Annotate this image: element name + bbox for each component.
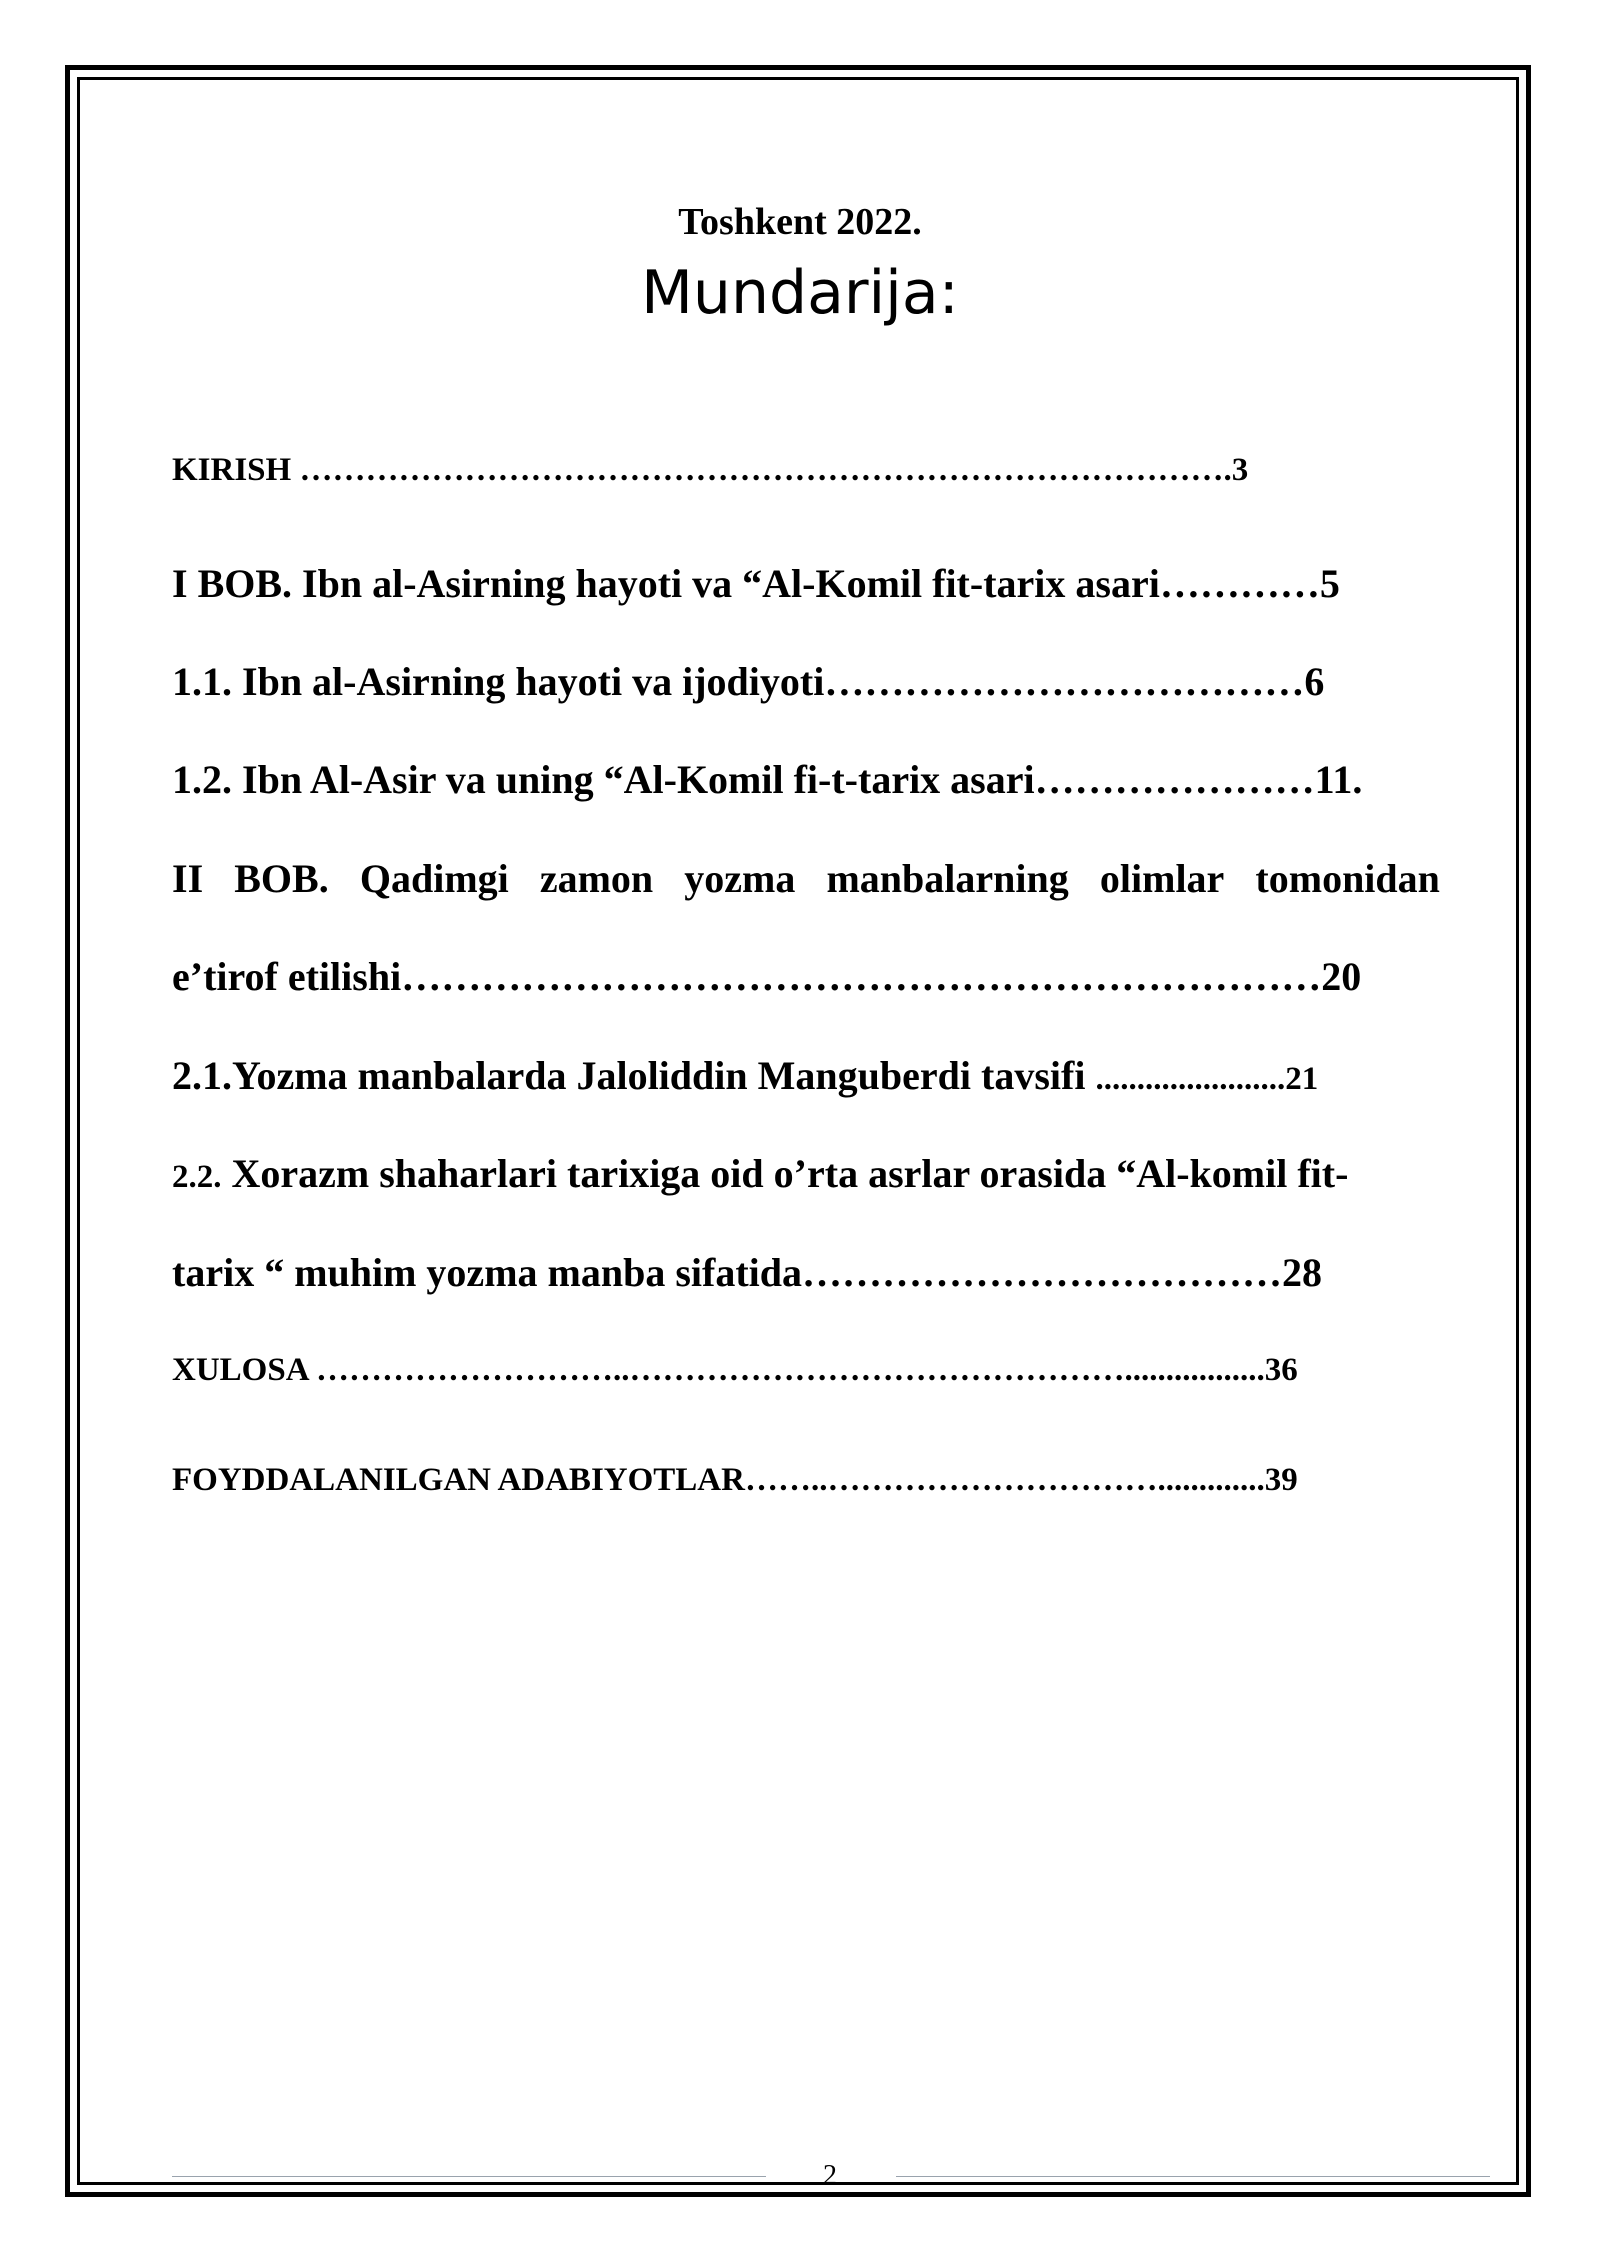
toc-entry-xulosa: XULOSA ………………………..……………………………………….................36 — [172, 1352, 1298, 1388]
toc-word: manbalarning — [826, 856, 1069, 901]
toc-word: II — [172, 856, 204, 901]
toc-entry-1-1: 1.1. Ibn al-Asirning hayoti va ijodiyoti………………………………6 — [172, 659, 1325, 704]
toc-word: Qadimgi — [359, 856, 509, 901]
toc-entry-bob-2 — [172, 855, 1440, 902]
toc-entry-adabiyotlar: FOYDDALANILGAN ADABIYOTLAR……..………………………….............39 — [172, 1462, 1298, 1498]
toc-word: zamon — [539, 856, 654, 901]
toc-word: BOB. — [234, 856, 329, 901]
city-year: Toshkent 2022. — [678, 201, 922, 243]
toc-entry-1-2: 1.2. Ibn Al-Asir va uning “Al-Komil fi-t-tarix asari…………………11. — [172, 757, 1363, 802]
toc-entry-2-1-leader: .......................21 — [1095, 1061, 1319, 1097]
toc-word: olimlar — [1099, 856, 1225, 901]
toc-entry-2-1-text: 2.1.Yozma manbalarda Jaloliddin Manguberdi tavsifi — [172, 1053, 1096, 1098]
toc-word: tomonidan — [1255, 856, 1440, 901]
page-number: 2 — [823, 2160, 837, 2191]
footer-rule-right — [896, 2176, 1490, 2177]
toc-entry-2-2-continued: tarix “ muhim yozma manba sifatida………………………………28 — [172, 1250, 1322, 1295]
toc-entry-2-2 — [172, 1150, 1348, 1197]
toc-entry-2-2-number: 2.2. — [172, 1159, 222, 1195]
toc-entry-2-2-text: Xorazm shaharlari tarixiga oid o’rta asrlar orasida “Al-komil fit- — [221, 1151, 1349, 1196]
page-title: Mundarija: — [641, 258, 959, 328]
toc-word: yozma — [684, 856, 796, 901]
toc-entry-kirish: KIRISH ………………………………………………………………………….3 — [172, 452, 1249, 488]
page-border-inner — [77, 77, 1519, 2185]
toc-entry-bob-1: I BOB. Ibn al-Asirning hayoti va “Al-Komil fit-tarix asari…………5 — [172, 561, 1340, 606]
toc-entry-2-1 — [172, 1052, 1318, 1099]
toc-entry-bob-2-continued: e’tirof etilishi……………………………………………………………20 — [172, 954, 1362, 999]
footer-rule-left — [172, 2176, 766, 2177]
